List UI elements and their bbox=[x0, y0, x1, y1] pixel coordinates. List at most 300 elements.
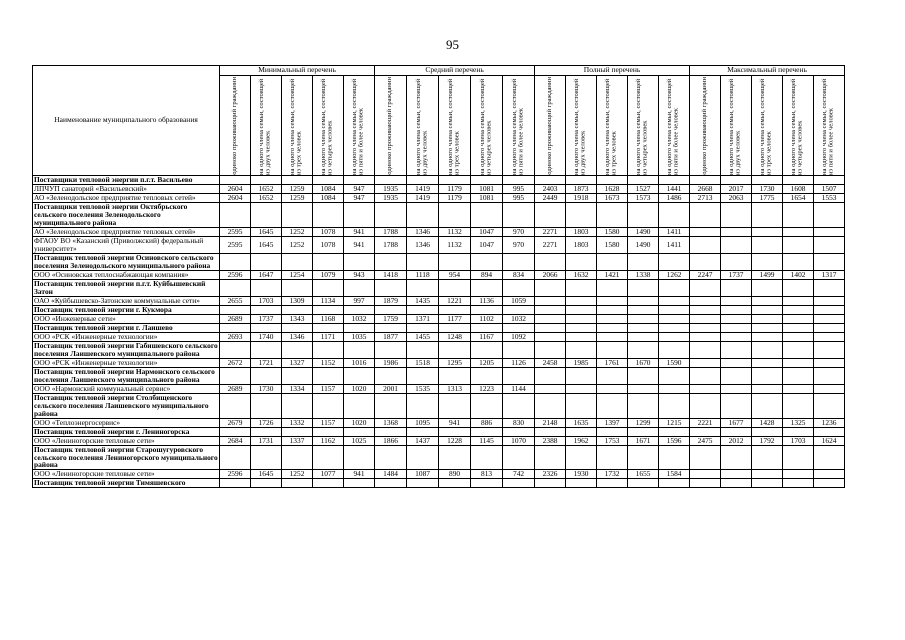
value-cell bbox=[814, 236, 845, 253]
value-cell: 1788 bbox=[375, 227, 407, 236]
value-cell: 1047 bbox=[471, 227, 503, 236]
empty-cell bbox=[503, 445, 535, 470]
value-cell: 2449 bbox=[535, 193, 566, 202]
empty-cell bbox=[251, 202, 282, 227]
value-cell: 2604 bbox=[220, 193, 251, 202]
empty-cell bbox=[535, 202, 566, 227]
value-cell bbox=[783, 314, 814, 323]
empty-cell bbox=[344, 176, 375, 185]
tariff-table bbox=[32, 65, 845, 488]
value-cell: 1259 bbox=[282, 193, 313, 202]
value-cell: 1145 bbox=[471, 436, 503, 445]
value-cell: 1332 bbox=[282, 418, 313, 427]
empty-cell bbox=[535, 305, 566, 314]
empty-cell bbox=[659, 427, 690, 436]
empty-cell bbox=[220, 393, 251, 418]
group-header: Минимальный перечень bbox=[220, 66, 375, 76]
empty-cell bbox=[375, 323, 407, 332]
value-cell: 1337 bbox=[282, 436, 313, 445]
empty-cell bbox=[282, 323, 313, 332]
value-cell: 1721 bbox=[251, 358, 282, 367]
value-cell: 2017 bbox=[721, 184, 752, 193]
empty-cell bbox=[721, 393, 752, 418]
value-cell: 1635 bbox=[566, 418, 597, 427]
value-cell bbox=[814, 470, 845, 479]
value-cell: 2713 bbox=[690, 193, 721, 202]
empty-cell bbox=[566, 367, 597, 384]
empty-cell bbox=[628, 341, 659, 358]
empty-cell bbox=[471, 202, 503, 227]
value-cell: 2655 bbox=[220, 296, 251, 305]
empty-cell bbox=[566, 427, 597, 436]
empty-cell bbox=[439, 323, 471, 332]
empty-cell bbox=[597, 202, 628, 227]
value-cell: 1084 bbox=[313, 193, 344, 202]
value-cell bbox=[752, 296, 783, 305]
empty-cell bbox=[503, 323, 535, 332]
empty-cell bbox=[503, 305, 535, 314]
value-cell: 1703 bbox=[251, 296, 282, 305]
empty-cell bbox=[251, 279, 282, 296]
value-cell: 2012 bbox=[721, 436, 752, 445]
value-cell: 1325 bbox=[783, 418, 814, 427]
empty-cell bbox=[471, 176, 503, 185]
value-cell: 1499 bbox=[752, 270, 783, 279]
empty-cell bbox=[690, 279, 721, 296]
value-cell: 1654 bbox=[783, 193, 814, 202]
value-cell bbox=[814, 384, 845, 393]
empty-cell bbox=[814, 202, 845, 227]
supplier-label: Поставщик тепловой энергии Столбищенского сельского поселения Лаишевского муниципального района bbox=[33, 393, 220, 418]
value-cell: 1866 bbox=[375, 436, 407, 445]
value-cell: 1134 bbox=[313, 296, 344, 305]
value-cell: 1584 bbox=[659, 470, 690, 479]
value-cell: 1059 bbox=[503, 296, 535, 305]
empty-cell bbox=[628, 253, 659, 270]
value-cell: 1655 bbox=[628, 470, 659, 479]
value-cell: 1918 bbox=[566, 193, 597, 202]
empty-cell bbox=[721, 341, 752, 358]
value-cell bbox=[659, 384, 690, 393]
empty-cell bbox=[344, 427, 375, 436]
value-cell: 1580 bbox=[597, 227, 628, 236]
value-cell: 1527 bbox=[628, 184, 659, 193]
value-cell: 1102 bbox=[471, 314, 503, 323]
value-cell: 947 bbox=[344, 193, 375, 202]
sub-column-header: на одного члена семьи, состоящей из четырех человек bbox=[783, 76, 814, 176]
table-row bbox=[33, 436, 845, 445]
empty-cell bbox=[783, 176, 814, 185]
empty-cell bbox=[628, 427, 659, 436]
supplier-section-row bbox=[33, 367, 845, 384]
value-cell: 1084 bbox=[313, 184, 344, 193]
empty-cell bbox=[313, 202, 344, 227]
empty-cell bbox=[721, 305, 752, 314]
empty-cell bbox=[282, 393, 313, 418]
empty-cell bbox=[597, 305, 628, 314]
empty-cell bbox=[251, 427, 282, 436]
value-cell bbox=[752, 314, 783, 323]
value-cell bbox=[721, 384, 752, 393]
empty-cell bbox=[439, 279, 471, 296]
empty-cell bbox=[566, 279, 597, 296]
value-cell: 742 bbox=[503, 470, 535, 479]
empty-cell bbox=[659, 202, 690, 227]
value-cell: 1177 bbox=[439, 314, 471, 323]
value-cell: 1873 bbox=[566, 184, 597, 193]
empty-cell bbox=[375, 427, 407, 436]
empty-cell bbox=[535, 323, 566, 332]
empty-cell bbox=[690, 176, 721, 185]
value-cell bbox=[690, 236, 721, 253]
value-cell: 1144 bbox=[503, 384, 535, 393]
value-cell: 943 bbox=[344, 270, 375, 279]
empty-cell bbox=[471, 479, 503, 488]
sub-column-header: одиноко проживающий гражданин bbox=[375, 76, 407, 176]
empty-cell bbox=[471, 279, 503, 296]
empty-cell bbox=[313, 323, 344, 332]
value-cell: 1020 bbox=[344, 418, 375, 427]
value-cell: 2148 bbox=[535, 418, 566, 427]
empty-cell bbox=[535, 341, 566, 358]
empty-cell bbox=[282, 279, 313, 296]
sub-column-header: на одного члена семьи, состоящей из пяти и более человек bbox=[503, 76, 535, 176]
value-cell: 1299 bbox=[628, 418, 659, 427]
empty-cell bbox=[220, 445, 251, 470]
supplier-section-row bbox=[33, 479, 845, 488]
value-cell: 1775 bbox=[752, 193, 783, 202]
value-cell bbox=[690, 384, 721, 393]
value-cell: 1419 bbox=[407, 193, 439, 202]
empty-cell bbox=[471, 253, 503, 270]
empty-cell bbox=[752, 253, 783, 270]
empty-cell bbox=[344, 323, 375, 332]
supplier-label: Поставщик тепловой энергии Старошугуровского сельского поселения Лениногорского муниципального района bbox=[34, 445, 218, 470]
empty-cell bbox=[439, 427, 471, 436]
supplier-section-row bbox=[33, 253, 845, 270]
empty-cell bbox=[344, 479, 375, 488]
sub-column-header: на одного члена семьи, состоящей из трех человек bbox=[282, 76, 313, 176]
empty-cell bbox=[752, 367, 783, 384]
value-cell: 2668 bbox=[690, 184, 721, 193]
empty-cell bbox=[566, 479, 597, 488]
value-cell: 1327 bbox=[282, 358, 313, 367]
value-cell: 2595 bbox=[220, 227, 251, 236]
supplier-label: Поставщик тепловой энергии г. Лаишево bbox=[33, 323, 220, 332]
empty-cell bbox=[659, 367, 690, 384]
value-cell bbox=[566, 384, 597, 393]
value-cell: 1435 bbox=[407, 296, 439, 305]
empty-cell bbox=[407, 279, 439, 296]
supplier-label: Поставщик тепловой энергии Нармонского сельского поселения Лаишевского муниципального района bbox=[33, 367, 220, 384]
value-cell: 2689 bbox=[220, 384, 251, 393]
value-cell bbox=[752, 358, 783, 367]
empty-cell bbox=[251, 323, 282, 332]
value-cell: 1346 bbox=[407, 236, 439, 253]
value-cell: 1792 bbox=[752, 436, 783, 445]
empty-cell bbox=[251, 479, 282, 488]
organization-name: ООО «Инженерные сети» bbox=[33, 314, 220, 323]
value-cell: 894 bbox=[471, 270, 503, 279]
empty-cell bbox=[220, 427, 251, 436]
value-cell: 2271 bbox=[535, 236, 566, 253]
empty-cell bbox=[721, 367, 752, 384]
empty-cell bbox=[721, 279, 752, 296]
value-cell bbox=[783, 236, 814, 253]
sub-column-header: на одного члена семьи, состоящей из четырех человек bbox=[628, 76, 659, 176]
value-cell: 1313 bbox=[439, 384, 471, 393]
sub-column-header: на одного члена семьи, состоящей из трех человек bbox=[597, 76, 628, 176]
empty-cell bbox=[628, 323, 659, 332]
empty-cell bbox=[659, 253, 690, 270]
empty-cell bbox=[375, 202, 407, 227]
table-row bbox=[33, 358, 845, 367]
value-cell: 1553 bbox=[814, 193, 845, 202]
value-cell: 1590 bbox=[659, 358, 690, 367]
empty-cell bbox=[503, 341, 535, 358]
empty-cell bbox=[375, 253, 407, 270]
group-header: Полный перечень bbox=[535, 66, 690, 76]
organization-name: ООО «Лениногорские тепловые сети» bbox=[33, 470, 220, 479]
value-cell: 1081 bbox=[471, 184, 503, 193]
value-cell: 2596 bbox=[220, 270, 251, 279]
empty-cell bbox=[628, 176, 659, 185]
value-cell: 2672 bbox=[220, 358, 251, 367]
sub-column-header: на одного члена семьи, состоящей из трех человек bbox=[752, 76, 783, 176]
empty-cell bbox=[439, 202, 471, 227]
value-cell: 941 bbox=[344, 470, 375, 479]
value-cell: 2475 bbox=[690, 436, 721, 445]
empty-cell bbox=[282, 341, 313, 358]
empty-cell bbox=[659, 445, 690, 470]
organization-name: ФГАОУ ВО «Казанский (Приволжский) федеральный университет» bbox=[33, 236, 220, 253]
value-cell: 1484 bbox=[375, 470, 407, 479]
value-cell bbox=[814, 227, 845, 236]
value-cell: 1157 bbox=[313, 384, 344, 393]
value-cell: 1157 bbox=[313, 418, 344, 427]
empty-cell bbox=[220, 479, 251, 488]
empty-cell bbox=[313, 393, 344, 418]
value-cell: 1573 bbox=[628, 193, 659, 202]
value-cell: 2689 bbox=[220, 314, 251, 323]
supplier-section-row bbox=[33, 323, 845, 332]
value-cell bbox=[690, 332, 721, 341]
empty-cell bbox=[628, 445, 659, 470]
empty-cell bbox=[407, 323, 439, 332]
empty-cell bbox=[471, 445, 503, 470]
empty-cell bbox=[690, 305, 721, 314]
organization-name: ЛПЧУП санаторий «Васильевский» bbox=[33, 184, 220, 193]
empty-cell bbox=[471, 323, 503, 332]
empty-cell bbox=[535, 253, 566, 270]
empty-cell bbox=[690, 445, 721, 470]
value-cell bbox=[597, 384, 628, 393]
empty-cell bbox=[628, 279, 659, 296]
empty-cell bbox=[597, 323, 628, 332]
empty-cell bbox=[566, 176, 597, 185]
supplier-label: Поставщик тепловой энергии Осиновского сельского поселения Зеленодольского муниципального района bbox=[33, 253, 220, 270]
value-cell: 2693 bbox=[220, 332, 251, 341]
value-cell: 1740 bbox=[251, 332, 282, 341]
empty-cell bbox=[814, 367, 845, 384]
value-cell: 1628 bbox=[597, 184, 628, 193]
value-cell: 1295 bbox=[439, 358, 471, 367]
empty-cell bbox=[439, 341, 471, 358]
value-cell: 995 bbox=[503, 193, 535, 202]
empty-cell bbox=[439, 367, 471, 384]
value-cell: 1171 bbox=[313, 332, 344, 341]
value-cell bbox=[566, 332, 597, 341]
value-cell bbox=[690, 227, 721, 236]
value-cell: 1016 bbox=[344, 358, 375, 367]
sub-column-header: на одного члена семьи, состоящей из пяти и более человек bbox=[659, 76, 690, 176]
value-cell bbox=[814, 358, 845, 367]
value-cell bbox=[783, 384, 814, 393]
value-cell bbox=[690, 296, 721, 305]
value-cell: 1670 bbox=[628, 358, 659, 367]
value-cell bbox=[783, 296, 814, 305]
name-column-header: Наименование муниципального образования bbox=[33, 66, 220, 176]
table-row bbox=[33, 470, 845, 479]
empty-cell bbox=[344, 253, 375, 270]
empty-cell bbox=[251, 305, 282, 314]
group-header: Средний перечень bbox=[375, 66, 535, 76]
empty-cell bbox=[783, 445, 814, 470]
value-cell: 1935 bbox=[375, 184, 407, 193]
empty-cell bbox=[471, 367, 503, 384]
value-cell: 1025 bbox=[344, 436, 375, 445]
value-cell: 1930 bbox=[566, 470, 597, 479]
empty-cell bbox=[313, 479, 344, 488]
value-cell: 1402 bbox=[783, 270, 814, 279]
empty-cell bbox=[690, 323, 721, 332]
empty-cell bbox=[659, 279, 690, 296]
empty-cell bbox=[690, 479, 721, 488]
value-cell: 941 bbox=[439, 418, 471, 427]
value-cell bbox=[783, 470, 814, 479]
organization-name: АО «Зеленодольское предприятие тепловых сетей» bbox=[33, 227, 220, 236]
value-cell: 1985 bbox=[566, 358, 597, 367]
organization-name: ОАО «Куйбышевско-Затонские коммунальные сети» bbox=[33, 296, 220, 305]
empty-cell bbox=[344, 367, 375, 384]
value-cell: 1726 bbox=[251, 418, 282, 427]
empty-cell bbox=[251, 393, 282, 418]
empty-cell bbox=[503, 202, 535, 227]
value-cell bbox=[597, 314, 628, 323]
value-cell bbox=[597, 332, 628, 341]
empty-cell bbox=[721, 445, 752, 470]
sub-column-header: на одного члена семьи, состоящей из пяти и более человек bbox=[344, 76, 375, 176]
value-cell: 1647 bbox=[251, 270, 282, 279]
value-cell: 1162 bbox=[313, 436, 344, 445]
table-row bbox=[33, 418, 845, 427]
empty-cell bbox=[282, 427, 313, 436]
empty-cell bbox=[566, 323, 597, 332]
value-cell: 1673 bbox=[597, 193, 628, 202]
empty-cell bbox=[407, 202, 439, 227]
value-cell: 2403 bbox=[535, 184, 566, 193]
value-cell bbox=[535, 314, 566, 323]
value-cell: 1645 bbox=[251, 227, 282, 236]
value-cell: 1753 bbox=[597, 436, 628, 445]
empty-cell bbox=[313, 367, 344, 384]
empty-cell bbox=[503, 427, 535, 436]
empty-cell bbox=[220, 323, 251, 332]
empty-cell bbox=[407, 445, 439, 470]
empty-cell bbox=[814, 253, 845, 270]
empty-cell bbox=[220, 341, 251, 358]
empty-cell bbox=[597, 427, 628, 436]
empty-cell bbox=[375, 479, 407, 488]
value-cell: 1205 bbox=[471, 358, 503, 367]
table-row bbox=[33, 227, 845, 236]
empty-cell bbox=[721, 176, 752, 185]
sub-column-header: на одного члена семьи, состоящей из пяти и более человек bbox=[814, 76, 845, 176]
organization-name: ООО «РСК «Инженерные технологии» bbox=[33, 358, 220, 367]
value-cell: 1179 bbox=[439, 184, 471, 193]
value-cell: 1624 bbox=[814, 436, 845, 445]
value-cell bbox=[566, 296, 597, 305]
supplier-label: Поставщик тепловой энергии Тимяшевского bbox=[33, 479, 220, 488]
empty-cell bbox=[597, 341, 628, 358]
empty-cell bbox=[407, 305, 439, 314]
sub-column-header: одиноко проживающий гражданин bbox=[690, 76, 721, 176]
empty-cell bbox=[344, 202, 375, 227]
value-cell: 1236 bbox=[814, 418, 845, 427]
value-cell: 1411 bbox=[659, 236, 690, 253]
empty-cell bbox=[220, 367, 251, 384]
empty-cell bbox=[659, 341, 690, 358]
value-cell: 997 bbox=[344, 296, 375, 305]
value-cell: 1371 bbox=[407, 314, 439, 323]
empty-cell bbox=[407, 427, 439, 436]
empty-cell bbox=[597, 279, 628, 296]
value-cell: 2595 bbox=[220, 236, 251, 253]
supplier-section-row bbox=[33, 176, 845, 185]
value-cell: 1490 bbox=[628, 236, 659, 253]
empty-cell bbox=[566, 341, 597, 358]
value-cell: 1419 bbox=[407, 184, 439, 193]
empty-cell bbox=[407, 253, 439, 270]
empty-cell bbox=[375, 176, 407, 185]
empty-cell bbox=[471, 393, 503, 418]
empty-cell bbox=[752, 445, 783, 470]
empty-cell bbox=[220, 305, 251, 314]
value-cell: 1078 bbox=[313, 227, 344, 236]
empty-cell bbox=[220, 253, 251, 270]
value-cell: 1248 bbox=[439, 332, 471, 341]
empty-cell bbox=[220, 202, 251, 227]
empty-cell bbox=[535, 176, 566, 185]
empty-cell bbox=[566, 202, 597, 227]
value-cell: 2679 bbox=[220, 418, 251, 427]
empty-cell bbox=[375, 445, 407, 470]
value-cell: 1334 bbox=[282, 384, 313, 393]
value-cell: 1486 bbox=[659, 193, 690, 202]
value-cell: 1428 bbox=[752, 418, 783, 427]
value-cell: 1596 bbox=[659, 436, 690, 445]
value-cell bbox=[814, 296, 845, 305]
empty-cell bbox=[439, 445, 471, 470]
value-cell: 2221 bbox=[690, 418, 721, 427]
empty-cell bbox=[752, 305, 783, 314]
empty-cell bbox=[439, 253, 471, 270]
value-cell: 1580 bbox=[597, 236, 628, 253]
value-cell bbox=[690, 314, 721, 323]
empty-cell bbox=[752, 202, 783, 227]
value-cell: 1168 bbox=[313, 314, 344, 323]
table-row bbox=[33, 332, 845, 341]
